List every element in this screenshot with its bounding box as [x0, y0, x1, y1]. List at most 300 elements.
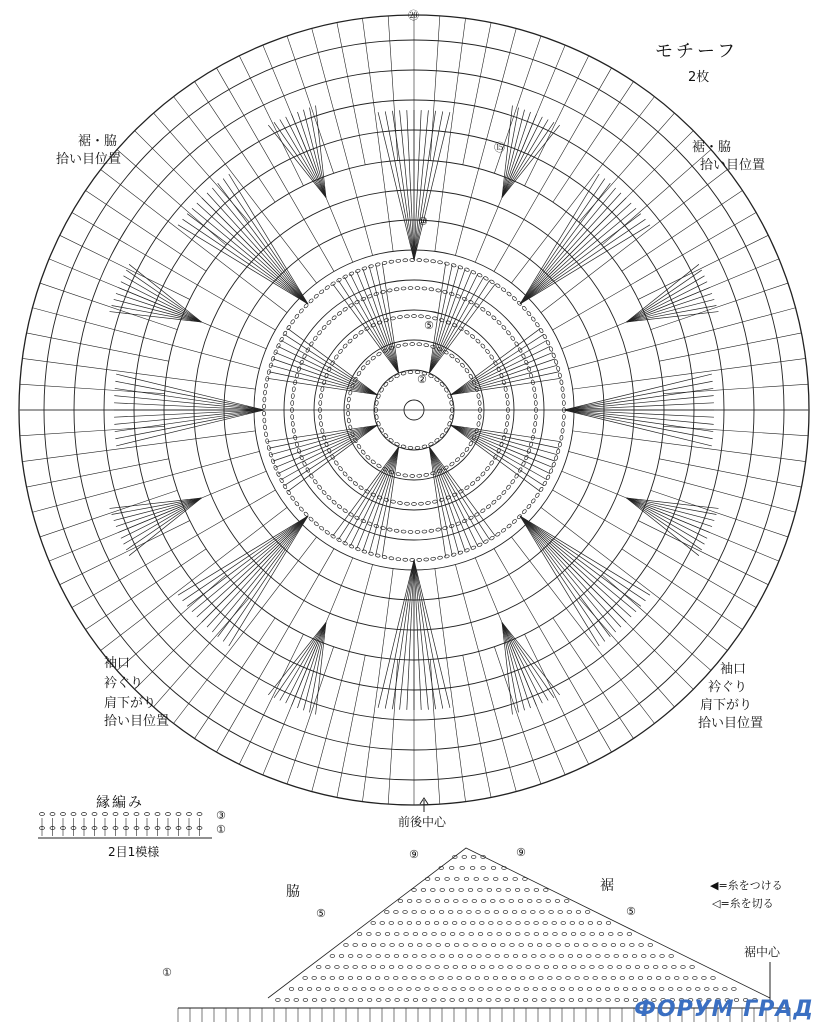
gusset-chain: [393, 977, 398, 980]
fan-stitch: [197, 516, 308, 617]
chain-stitch: [534, 401, 537, 406]
chain-stitch: [388, 438, 394, 443]
round-number-10: ⑩: [418, 215, 428, 228]
fan-stitch: [121, 498, 202, 538]
chain-stitch: [313, 479, 318, 485]
chain-stitch: [551, 353, 556, 359]
chain-stitch: [408, 370, 413, 373]
chain-stitch: [506, 291, 512, 296]
chain-stitch: [437, 556, 442, 560]
gusset-chain: [569, 988, 574, 991]
chain-stitch: [417, 558, 422, 561]
chain-stitch: [444, 387, 449, 393]
chain-stitch: [480, 508, 486, 513]
fan-stitch: [316, 106, 326, 198]
fan-stitch: [502, 122, 554, 197]
chain-stitch: [531, 316, 536, 322]
chain-stitch: [483, 276, 489, 281]
chain-stitch: [526, 504, 531, 510]
chain-stitch: [495, 283, 501, 288]
chain-stitch: [496, 320, 502, 325]
chain-stitch: [273, 349, 278, 355]
motif-spoke: [494, 647, 541, 784]
chain-stitch: [424, 558, 429, 561]
chain-stitch: [506, 330, 511, 336]
chain-stitch: [313, 521, 319, 526]
gusset-chain: [440, 889, 445, 892]
gusset-chain: [452, 922, 457, 925]
fan-stitch: [286, 117, 326, 198]
chain-stitch: [264, 383, 268, 388]
gusset-chain: [430, 911, 435, 914]
chain-stitch: [468, 515, 474, 520]
fan-stitch: [502, 112, 531, 198]
gusset-chain: [674, 977, 679, 980]
gusset-chain: [626, 966, 631, 969]
motif-count: 2枚: [688, 70, 710, 85]
gusset-chain: [276, 999, 281, 1002]
gusset-chain: [516, 922, 521, 925]
gusset-chain: [344, 944, 349, 947]
motif-spoke: [60, 235, 190, 299]
chain-stitch: [368, 264, 373, 268]
gusset-chain: [490, 900, 495, 903]
fan-stitch: [451, 425, 553, 467]
gusset-chain: [454, 944, 459, 947]
gusset-chain: [597, 922, 602, 925]
gusset-chain: [395, 999, 400, 1002]
gusset-chain: [551, 999, 556, 1002]
chain-stitch: [419, 315, 424, 318]
gusset-row-9-left: ⑨: [409, 848, 419, 861]
chain-stitch: [439, 433, 444, 439]
gusset-chain: [500, 900, 505, 903]
fan-stitch: [116, 293, 202, 322]
label-sleeve-left: 袖口: [104, 656, 131, 671]
gusset-chain: [381, 944, 386, 947]
chain-stitch: [434, 377, 440, 382]
gusset-chain: [307, 988, 312, 991]
chain-stitch: [410, 342, 415, 345]
gusset-chain: [463, 900, 468, 903]
gusset-chain: [358, 955, 363, 958]
gusset-chain: [470, 988, 475, 991]
gusset-chain: [571, 966, 576, 969]
chain-stitch: [489, 279, 495, 284]
gusset-chain: [641, 955, 646, 958]
gusset-chain: [421, 889, 426, 892]
gusset-chain: [449, 955, 454, 958]
fan-stitch: [502, 622, 560, 694]
gusset-chain: [471, 856, 476, 859]
chain-stitch: [460, 452, 465, 458]
round-number-15: ⑮: [494, 141, 505, 154]
chain-stitch: [403, 474, 408, 478]
edging-chain: [113, 813, 118, 816]
gusset-chain: [455, 878, 460, 881]
chain-stitch: [475, 338, 481, 343]
chain-stitch: [290, 319, 295, 325]
gusset-chain: [532, 955, 537, 958]
gusset-chain: [665, 977, 670, 980]
motif-spoke: [651, 283, 788, 330]
fan-stitch: [520, 203, 631, 304]
chain-stitch: [394, 287, 399, 291]
chain-stitch: [535, 492, 540, 498]
chain-stitch: [561, 428, 565, 433]
gusset-chain: [648, 944, 653, 947]
chain-stitch: [368, 552, 373, 556]
gusset-chain: [513, 878, 518, 881]
gusset-chain: [435, 878, 440, 881]
fan-stitch: [218, 516, 308, 637]
chain-stitch: [331, 499, 337, 504]
motif-spoke: [60, 521, 190, 585]
chain-stitch: [330, 281, 336, 286]
gusset-chain: [389, 988, 394, 991]
gusset-chain: [331, 999, 336, 1002]
chain-stitch: [396, 557, 401, 560]
gusset-chain: [467, 955, 472, 958]
chain-stitch: [424, 473, 429, 477]
chain-stitch: [554, 455, 558, 461]
chain-stitch: [319, 421, 323, 426]
gusset-chain: [399, 944, 404, 947]
gusset-chain: [498, 922, 503, 925]
gusset-chain: [330, 977, 335, 980]
chain-stitch: [437, 260, 442, 264]
gusset-chain: [443, 922, 448, 925]
edging-chain: [61, 813, 66, 816]
fan-stitch: [520, 219, 645, 304]
chain-stitch: [342, 307, 348, 312]
chain-stitch: [534, 414, 537, 419]
gusset-chain: [542, 999, 547, 1002]
gusset-chain: [404, 933, 409, 936]
chain-stitch: [358, 485, 364, 490]
fan-stitch: [229, 174, 308, 304]
motif-spoke: [638, 235, 768, 299]
chain-stitch: [319, 393, 323, 398]
gusset-chain: [525, 889, 530, 892]
chain-stitch: [361, 365, 366, 371]
gusset-chain: [555, 900, 560, 903]
gusset-chain: [520, 977, 525, 980]
fan-stitch: [183, 516, 308, 601]
gusset-chain: [551, 988, 556, 991]
gusset-chain: [375, 977, 380, 980]
legend-cut-yarn: ◁=糸を切る: [712, 897, 774, 910]
motif-spoke: [651, 490, 788, 537]
gusset-chain: [602, 977, 607, 980]
gusset-chain: [416, 922, 421, 925]
label-hem-side-left: 裾・脇: [78, 134, 118, 149]
gusset-chain: [538, 977, 543, 980]
gusset-chain: [303, 999, 308, 1002]
fan-stitch: [284, 334, 377, 394]
gusset-chain: [407, 988, 412, 991]
chain-stitch: [501, 287, 507, 292]
gusset-chain: [452, 988, 457, 991]
gusset-chain: [361, 988, 366, 991]
gusset-outline: [268, 848, 770, 998]
gusset-chain: [488, 933, 493, 936]
gusset-chain: [672, 966, 677, 969]
gusset-chain: [513, 955, 518, 958]
chain-stitch: [489, 536, 495, 541]
chain-stitch: [376, 463, 382, 468]
gusset-chain: [506, 988, 511, 991]
fan-stitch: [429, 271, 471, 373]
gusset-chain: [560, 999, 565, 1002]
edging-chain: [176, 813, 181, 816]
chain-stitch: [483, 539, 489, 544]
fan-stitch: [385, 560, 414, 709]
motif-spoke: [362, 18, 393, 251]
gusset-chain: [426, 966, 431, 969]
gusset-chain: [440, 955, 445, 958]
fan-stitch: [229, 516, 308, 646]
gusset-chain: [500, 944, 505, 947]
fan-stitch: [626, 264, 698, 322]
gusset-chain: [394, 911, 399, 914]
gusset-chain: [509, 900, 514, 903]
gusset-chain: [506, 933, 511, 936]
gusset-chain: [445, 878, 450, 881]
fan-stitch: [223, 516, 308, 641]
gusset-chain: [581, 933, 586, 936]
gusset-chain: [618, 933, 623, 936]
gusset-chain: [303, 977, 308, 980]
chain-stitch: [346, 411, 349, 416]
chain-stitch: [434, 438, 440, 443]
gusset-chain: [489, 922, 494, 925]
gusset-chain: [384, 977, 389, 980]
fan-stitch: [414, 110, 428, 260]
fan-stitch: [207, 193, 308, 304]
chain-stitch: [464, 447, 469, 453]
fan-stitch: [451, 425, 557, 454]
edging-title: 縁編み: [96, 795, 144, 811]
gusset-chain: [515, 933, 520, 936]
fan-stitch: [400, 560, 414, 710]
chain-stitch: [431, 259, 436, 263]
gusset-chain: [394, 955, 399, 958]
gusset-chain: [362, 944, 367, 947]
chain-stitch: [347, 338, 353, 343]
gusset-chain: [579, 922, 584, 925]
gusset-chain: [390, 944, 395, 947]
fan-stitch: [564, 410, 713, 439]
chain-stitch: [449, 353, 455, 358]
chain-stitch: [403, 558, 408, 561]
gusset-chain: [403, 977, 408, 980]
gusset-chain: [421, 911, 426, 914]
gusset-chain: [385, 933, 390, 936]
chain-stitch: [460, 362, 465, 368]
gusset-chain: [627, 933, 632, 936]
fan-stitch: [223, 179, 308, 304]
fan-stitch: [520, 516, 616, 632]
gusset-chain: [544, 966, 549, 969]
chain-stitch: [464, 330, 470, 335]
gusset-chain: [574, 944, 579, 947]
edging-chain: [71, 813, 76, 816]
fan-stitch: [520, 174, 599, 304]
gusset-chain: [469, 933, 474, 936]
chain-stitch: [319, 415, 322, 420]
gusset-chain: [515, 889, 520, 892]
gusset-chain: [639, 944, 644, 947]
chain-stitch: [269, 452, 273, 457]
gusset-chain: [448, 977, 453, 980]
gusset-chain: [466, 977, 471, 980]
chain-stitch: [330, 534, 336, 539]
label-front-back-center: 前後中心: [398, 815, 447, 829]
gusset-chain: [479, 988, 484, 991]
fan-stitch: [626, 498, 718, 508]
chain-stitch: [389, 260, 394, 264]
gusset-chain: [723, 988, 728, 991]
chain-stitch: [464, 368, 469, 374]
chain-stitch: [412, 315, 417, 318]
chain-stitch: [347, 397, 351, 402]
chain-stitch: [505, 393, 509, 398]
gusset-chain: [443, 988, 448, 991]
gusset-chain: [560, 988, 565, 991]
chain-stitch: [263, 397, 266, 402]
gusset-chain: [677, 988, 682, 991]
edging-chain: [92, 813, 97, 816]
gusset-chain: [480, 966, 485, 969]
gusset-chain: [620, 944, 625, 947]
chain-stitch: [419, 502, 424, 505]
gusset-chain: [570, 922, 575, 925]
gusset-chain: [467, 911, 472, 914]
gusset-chain: [481, 900, 486, 903]
gusset-chain: [491, 944, 496, 947]
gusset-chain: [421, 977, 426, 980]
edging-repeat: 2目1模様: [108, 845, 160, 859]
chain-stitch: [334, 354, 339, 360]
chain-stitch: [319, 400, 322, 405]
chain-stitch: [408, 530, 413, 533]
gusset-chain: [432, 999, 437, 1002]
edging-chain: [155, 813, 160, 816]
chain-stitch: [506, 523, 512, 528]
gusset-chain: [422, 933, 427, 936]
gusset-chain: [367, 955, 372, 958]
fan-stitch: [520, 214, 641, 304]
fan-stitch: [178, 225, 308, 304]
gusset-chain: [581, 966, 586, 969]
chain-stitch: [424, 343, 429, 347]
gusset-chain: [567, 911, 572, 914]
gusset-chain: [590, 933, 595, 936]
fan-stitch: [520, 516, 599, 646]
chain-stitch: [477, 542, 483, 547]
label-hem-side-right: 裾・脇: [692, 140, 732, 155]
fan-stitch: [192, 516, 308, 612]
gusset-chain: [561, 922, 566, 925]
chain-stitch: [506, 415, 509, 420]
chain-stitch: [273, 465, 278, 471]
gusset-chain: [659, 988, 664, 991]
chain-stitch: [355, 547, 361, 552]
chain-stitch: [383, 433, 388, 439]
gusset-chain: [468, 999, 473, 1002]
gusset-chain: [541, 955, 546, 958]
fan-stitch: [357, 271, 399, 373]
chain-stitch: [342, 343, 347, 349]
gusset-chain: [450, 999, 455, 1002]
gusset-chain: [548, 977, 553, 980]
gusset-row-5-right: ⑤: [626, 905, 636, 918]
gusset-chain: [705, 988, 710, 991]
gusset-chain: [472, 900, 477, 903]
chain-stitch: [439, 382, 444, 388]
gusset-chain: [434, 988, 439, 991]
chain-stitch: [276, 471, 281, 477]
chain-stitch: [501, 325, 506, 331]
gusset-chain: [544, 889, 549, 892]
chain-stitch: [326, 320, 332, 325]
gusset-chain: [294, 999, 299, 1002]
fan-stitch: [274, 122, 326, 197]
gusset-chain: [496, 999, 501, 1002]
gusset-chain: [512, 911, 517, 914]
gusset-chain: [529, 977, 534, 980]
gusset-chain: [344, 966, 349, 969]
gusset-chain: [385, 955, 390, 958]
gusset-chain: [489, 966, 494, 969]
fan-stitch: [187, 214, 308, 304]
gusset-chain: [348, 955, 353, 958]
gusset-chain: [527, 900, 532, 903]
gusset-chain: [450, 933, 455, 936]
legend-attach-yarn: ◀=糸をつける: [710, 879, 783, 892]
chain-stitch: [292, 387, 296, 392]
gusset-chain: [462, 966, 467, 969]
gusset-chain: [518, 900, 523, 903]
gusset-chain: [357, 977, 362, 980]
chain-stitch: [334, 460, 339, 466]
round-number-20: ⑳: [408, 9, 419, 22]
chain-stitch: [431, 557, 436, 561]
gusset-chain: [430, 977, 435, 980]
fan-stitch: [451, 340, 547, 394]
gusset-chain: [431, 955, 436, 958]
chain-stitch: [417, 259, 422, 262]
gusset-chain: [503, 911, 508, 914]
chain-stitch: [408, 446, 413, 449]
gusset-chain: [321, 999, 326, 1002]
fan-stitch: [626, 498, 701, 550]
fan-stitch: [564, 381, 713, 410]
gusset-chain: [487, 889, 492, 892]
gusset-chain: [684, 977, 689, 980]
fan-stitch: [626, 282, 707, 322]
gusset-chain: [476, 911, 481, 914]
fan-stitch: [502, 117, 542, 198]
label-pickup-sleeve-left: 拾い目位置: [104, 714, 170, 729]
chain-stitch: [505, 421, 509, 426]
gusset-chain: [403, 911, 408, 914]
gusset-chain: [617, 966, 622, 969]
fan-stitch: [129, 498, 201, 556]
fan-stitch: [297, 622, 326, 708]
chain-stitch: [532, 428, 536, 433]
